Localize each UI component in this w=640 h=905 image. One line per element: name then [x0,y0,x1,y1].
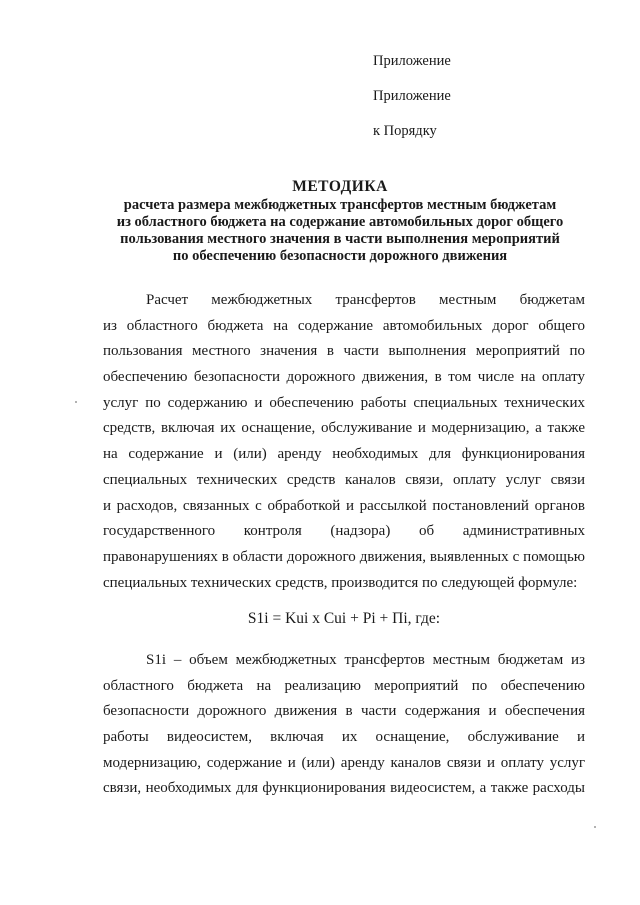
text-line: средств, включая их оснащение, обслуживание и модернизацию, а также [103,420,585,437]
text-line: пользования местного значения в части выполнения мероприятий по [103,343,585,360]
text-line: услуг по содержанию и обеспечению работы специальных технических [103,394,585,411]
text-line: модернизацию, содержание и (или) аренду каналов связи и оплату услуг [103,754,585,771]
text-line: специальных технических средств, производится по следующей формуле: [103,574,578,591]
text-line: из областного бюджета на содержание автомобильных дорог общего [103,317,585,334]
text-line: специальных технических средств каналов связи, оплату услуг связи [103,471,585,488]
text-line: областного бюджета на реализацию мероприятий по обеспечению [103,677,585,694]
subtitle-line: из областного бюджета на содержание автомобильных дорог общего [116,214,564,230]
text-line: правонарушениях в области дорожного движения, выявленных с помощью [103,548,585,565]
text-line: Расчет межбюджетных трансфертов местным бюджетам [146,292,585,308]
document-heading [100,177,580,265]
text-line: безопасности дорожного движения в части содержания и обеспечения [103,703,585,720]
appendix-label: Приложение [373,88,451,104]
text-line: обеспечению безопасности дорожного движения, в том числе на оплату [103,369,585,386]
scan-speck [75,401,77,403]
text-line: S1i – объем межбюджетных трансфертов местным бюджетам из [146,652,585,668]
paragraph-calculation [103,288,585,596]
document-title: МЕТОДИКА [292,178,388,195]
text-line: на содержание и (или) аренду необходимых для функционирования [103,446,585,463]
formula: S1i = Kui x Cui + Pi + Пi, где: [247,610,441,627]
text-line: и расходов, связанных с обработкой и рассылкой постановлений органов [103,497,585,514]
text-line: работы видеосистем, включая их оснащение, обслуживание и [103,729,585,746]
appendix-label: Приложение [373,53,451,69]
text-line: государственного контроля (надзора) об административных [103,523,585,540]
text-line: связи, необходимых для функционирования видеосистем, а также расходы [103,780,585,797]
subtitle-line: расчета размера межбюджетных трансфертов местным бюджетам [123,197,557,213]
appendix-reference: к Порядку [373,123,437,139]
subtitle-line: по обеспечению безопасности дорожного движения [172,248,508,264]
scan-speck [594,826,596,828]
subtitle-line: пользования местного значения в части выполнения мероприятий [120,231,560,247]
paragraph-definition [103,648,585,802]
